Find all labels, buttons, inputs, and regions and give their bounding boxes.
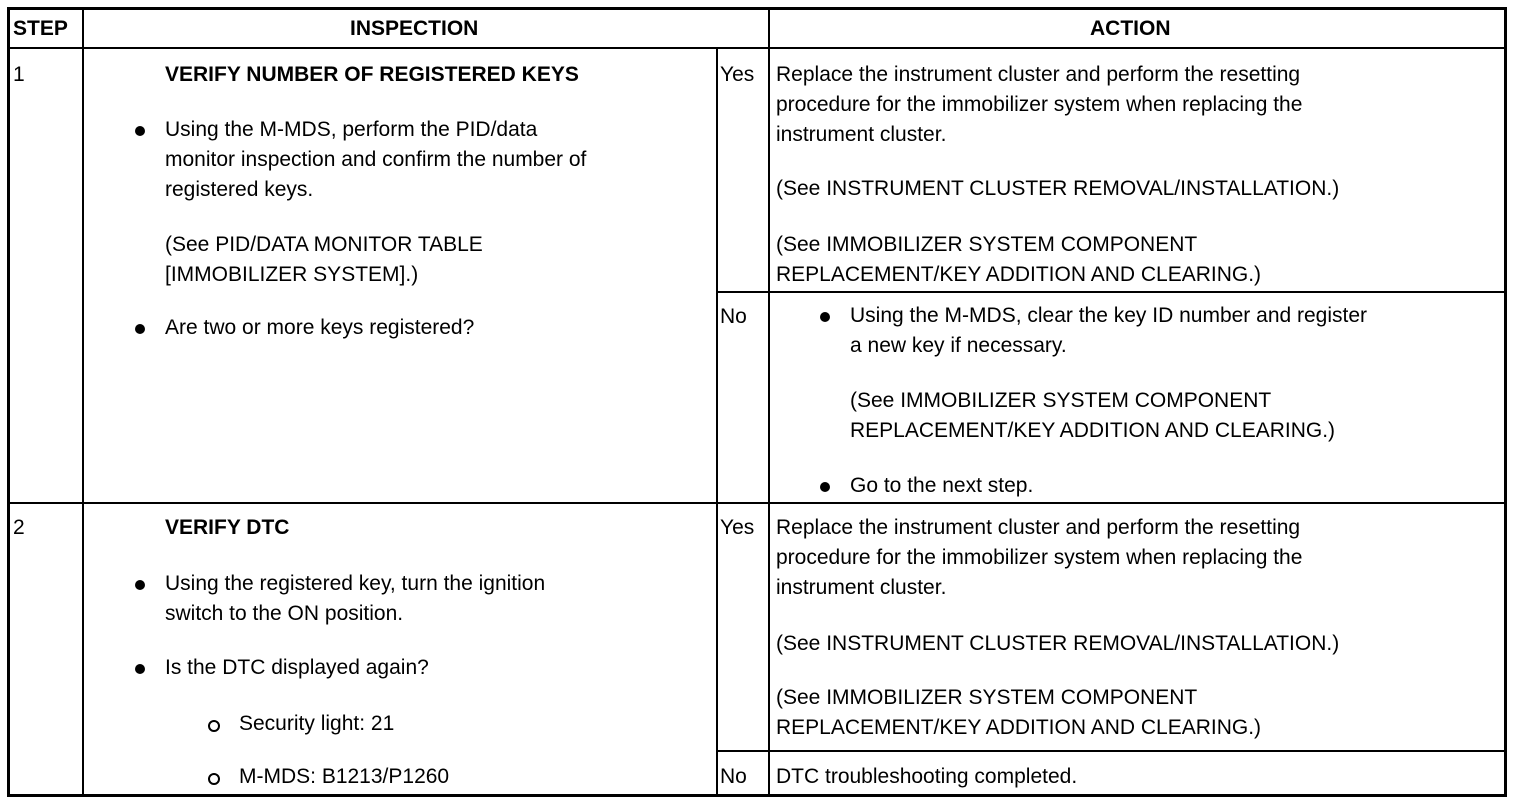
step2-item-line: Using the registered key, turn the ignition (165, 572, 546, 595)
bullet-icon (135, 580, 145, 590)
step1-yes-ref: (See IMMOBILIZER SYSTEM COMPONENT (776, 233, 1198, 256)
step2-sub-item: Security light: 21 (239, 712, 395, 735)
step2-yes-ref: REPLACEMENT/KEY ADDITION AND CLEARING.) (776, 716, 1262, 739)
step1-yes-no-divider (716, 291, 1504, 293)
step2-yes-line: Replace the instrument cluster and perform the resetting (776, 516, 1301, 539)
step2-yes-line: procedure for the immobilizer system when replacing the (776, 546, 1303, 569)
step1-no-ref: (See IMMOBILIZER SYSTEM COMPONENT (850, 389, 1272, 412)
header-divider (10, 47, 1504, 49)
step1-no-ref: REPLACEMENT/KEY ADDITION AND CLEARING.) (850, 419, 1336, 442)
step2-yes-no-divider (716, 750, 1504, 752)
step1-item-line: monitor inspection and confirm the number of (165, 148, 587, 171)
step1-no-label: No (720, 305, 747, 328)
step2-yes-ref: (See INSTRUMENT CLUSTER REMOVAL/INSTALLATION.) (776, 632, 1340, 655)
header-action: ACTION (1090, 17, 1171, 40)
step2-no-text: DTC troubleshooting completed. (776, 765, 1078, 788)
inspection-column-divider (716, 47, 718, 794)
step1-title: VERIFY NUMBER OF REGISTERED KEYS (165, 63, 579, 86)
step2-title: VERIFY DTC (165, 516, 290, 539)
action-column-divider (768, 10, 770, 794)
step2-yes-ref: (See IMMOBILIZER SYSTEM COMPONENT (776, 686, 1198, 709)
step1-yes-line: instrument cluster. (776, 123, 947, 146)
circle-bullet-icon (208, 773, 220, 785)
step2-question: Is the DTC displayed again? (165, 656, 429, 679)
bullet-icon (135, 664, 145, 674)
step1-yes-line: procedure for the immobilizer system when replacing the (776, 93, 1303, 116)
step2-number: 2 (13, 516, 25, 539)
bullet-icon (820, 312, 830, 322)
step1-yes-label: Yes (720, 63, 755, 86)
step2-no-label: No (720, 765, 747, 788)
step1-yes-ref: (See INSTRUMENT CLUSTER REMOVAL/INSTALLATION.) (776, 177, 1340, 200)
bullet-icon (135, 324, 145, 334)
step2-yes-line: instrument cluster. (776, 576, 947, 599)
bullet-icon (135, 126, 145, 136)
header-step: STEP (13, 17, 68, 40)
step-column-divider (82, 10, 84, 794)
step1-inspection-ref: [IMMOBILIZER SYSTEM].) (165, 263, 419, 286)
step1-yes-ref: REPLACEMENT/KEY ADDITION AND CLEARING.) (776, 263, 1262, 286)
step2-sub-item: M-MDS: B1213/P1260 (239, 765, 450, 788)
troubleshooting-table (7, 7, 1507, 797)
step1-item-line: Using the M-MDS, perform the PID/data (165, 118, 538, 141)
step-divider (10, 502, 1504, 504)
step1-item-line: registered keys. (165, 178, 314, 201)
step1-question: Are two or more keys registered? (165, 316, 475, 339)
step1-no-item: Using the M-MDS, clear the key ID number and register (850, 304, 1368, 327)
step1-inspection-ref: (See PID/DATA MONITOR TABLE (165, 233, 483, 256)
circle-bullet-icon (208, 720, 220, 732)
step1-yes-line: Replace the instrument cluster and perform the resetting (776, 63, 1301, 86)
step2-yes-label: Yes (720, 516, 755, 539)
step1-no-item: a new key if necessary. (850, 334, 1067, 357)
step1-number: 1 (13, 63, 25, 86)
step1-no-item2: Go to the next step. (850, 474, 1034, 497)
header-inspection: INSPECTION (350, 17, 479, 40)
step2-item-line: switch to the ON position. (165, 602, 404, 625)
bullet-icon (820, 482, 830, 492)
